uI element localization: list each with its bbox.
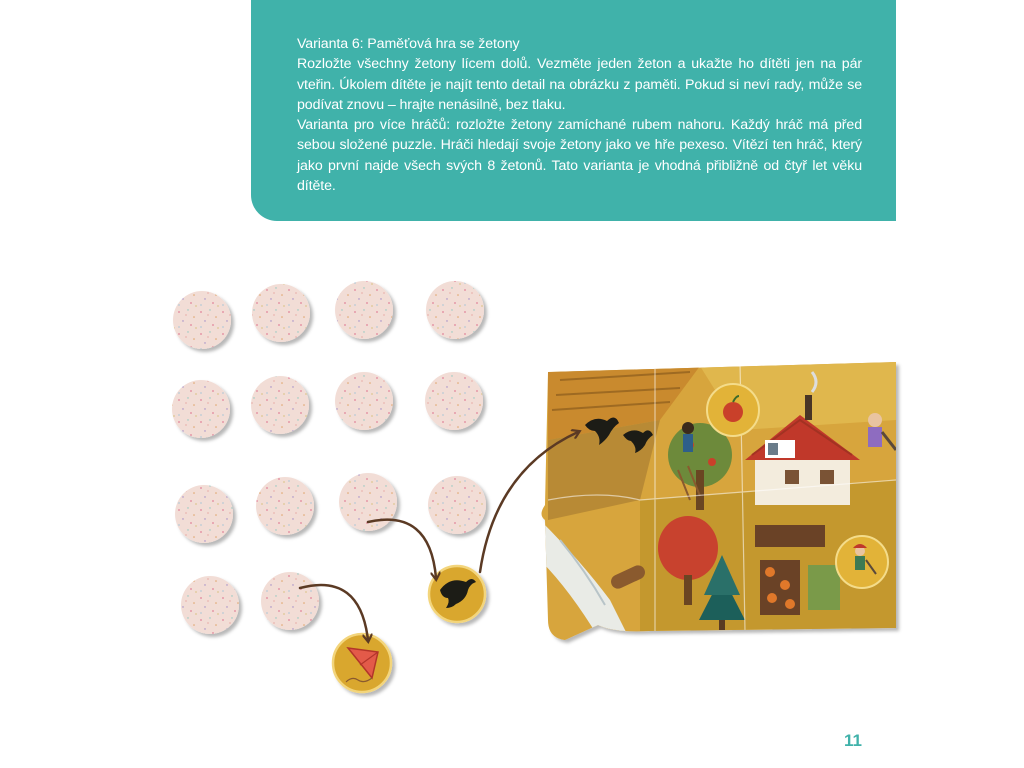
facedown-token[interactable]: [256, 477, 314, 535]
variant6-heading: Varianta 6: Paměťová hra se žetony: [297, 36, 520, 52]
facedown-token[interactable]: [172, 380, 230, 438]
facedown-token[interactable]: [426, 281, 484, 339]
facedown-token[interactable]: [335, 372, 393, 430]
variant6-body: Rozložte všechny žetony lícem dolů. Vezměte jeden žeton a ukažte ho dítěti jen na pár vteřin. Úkolem dítěte je najít tento detail na obrázku z paměti. Pokud si neví rady, může se podívat znovu – hrajte nenásilně, bez tlaku.: [297, 56, 862, 113]
apple-picker: [682, 422, 694, 434]
page-number: 11: [844, 731, 862, 750]
apple-token[interactable]: [707, 384, 759, 436]
facedown-token[interactable]: [175, 485, 233, 543]
facedown-token[interactable]: [181, 576, 239, 634]
facedown-token[interactable]: [251, 376, 309, 434]
puzzle-scene: [530, 355, 910, 645]
multiplayer-body: Varianta pro více hráčů: rozložte žetony zamíchané rubem nahoru. Každý hráč má před sebou složené puzzle. Hráči hledají svoje žetony jako ve hře pexeso. Vítězí ten hráč, který jako první najde všech svých 8 žetonů. Tato varianta je vhodná přibližně od čtyř let věku dítěte.: [297, 117, 862, 195]
facedown-token[interactable]: [425, 372, 483, 430]
facedown-token[interactable]: [173, 291, 231, 349]
gardener-token[interactable]: [836, 536, 888, 588]
facedown-token[interactable]: [261, 572, 319, 630]
facedown-token[interactable]: [335, 281, 393, 339]
kite-token[interactable]: [333, 634, 391, 692]
facedown-token[interactable]: [252, 284, 310, 342]
facedown-token[interactable]: [428, 476, 486, 534]
crow-token[interactable]: [429, 566, 485, 622]
